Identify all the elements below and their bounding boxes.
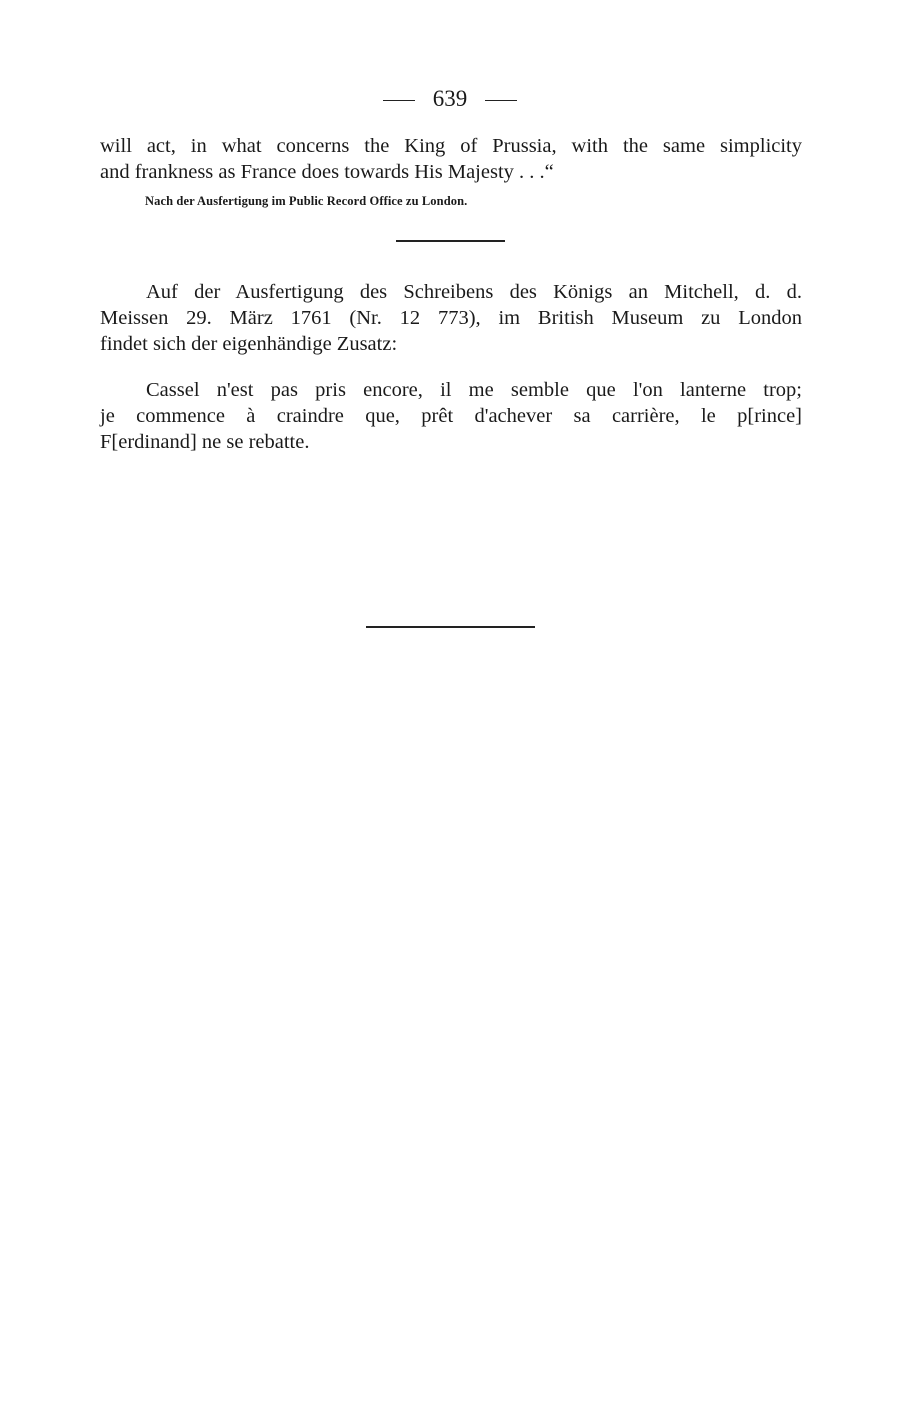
postscript-line: je commence à craindre que, prêt d'achever sa carrière, le p[rince] <box>100 405 802 427</box>
editorial-note <box>100 279 802 357</box>
page-number: 639 <box>432 86 468 111</box>
section-divider <box>396 240 505 242</box>
postscript-line: Cassel n'est pas pris encore, il me semble que l'on lanterne trop; <box>146 379 802 401</box>
postscript <box>100 377 802 455</box>
continuation-line: and frankness as France does towards His Majesty . . .“ <box>100 161 554 183</box>
letter-continuation <box>100 133 802 185</box>
page-header <box>0 84 900 114</box>
continuation-line: will act, in what concerns the King of Prussia, with the same simplicity <box>100 135 802 157</box>
editorial-note-line: Auf der Ausfertigung des Schreibens des Königs an Mitchell, d. d. <box>146 281 802 303</box>
end-rule <box>366 626 535 628</box>
header-dash-right <box>485 100 517 101</box>
postscript-line: F[erdinand] ne se rebatte. <box>100 431 310 453</box>
editorial-note-line: Meissen 29. März 1761 (Nr. 12 773), im British Museum zu London <box>100 307 802 329</box>
header-dash-left <box>383 100 415 101</box>
editorial-note-line: findet sich der eigenhändige Zusatz: <box>100 333 398 355</box>
source-note: Nach der Ausfertigung im Public Record Office zu London. <box>145 194 468 208</box>
